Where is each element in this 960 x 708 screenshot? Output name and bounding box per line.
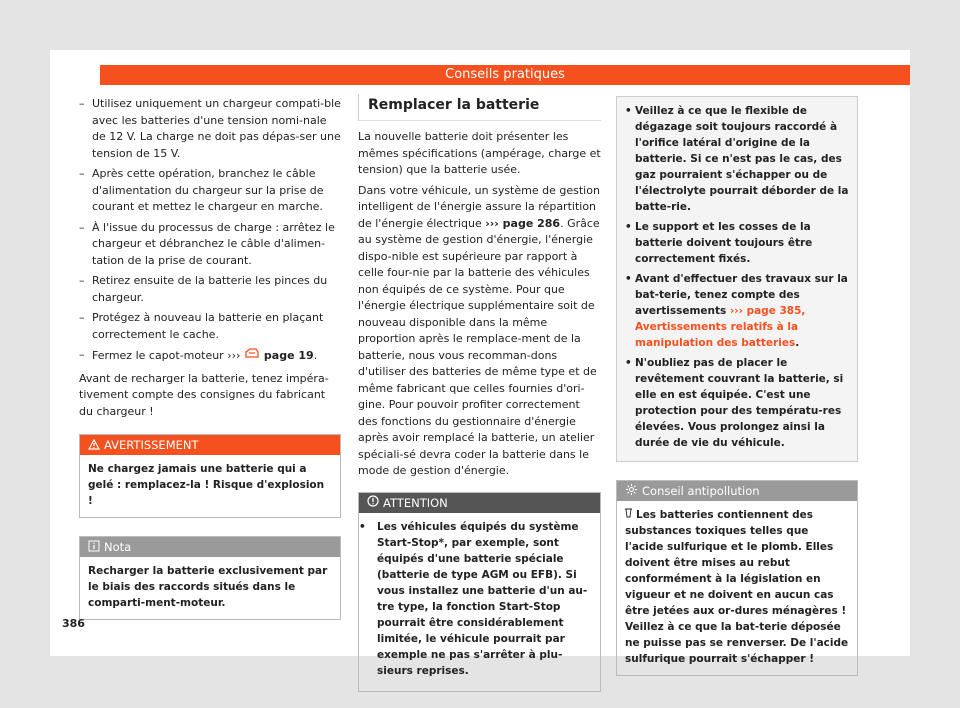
attention-header — [359, 493, 600, 513]
page-sheet — [50, 50, 910, 677]
nota-text: Recharger la batterie exclusivement par le biais des raccords situés dans le comparti-ment-moteur. — [88, 565, 328, 609]
step-item: – Protégez à nouveau la batterie en plaçant correctement le cache. — [79, 310, 341, 343]
eco-header — [617, 481, 857, 501]
eco-leaf-icon — [625, 482, 638, 502]
nota-box — [79, 536, 341, 620]
tip-item: • Veillez à ce que le flexible de dégazage soit toujours raccordé à l'orifice latéral d'origine de la batterie. Si ce n'est pas le cas, des gaz pourraient s'échapper ou de l'électrolyte pourrait déborder de la batte-rie. — [625, 103, 849, 215]
attention-title: ATTENTION — [383, 495, 448, 510]
nota-header — [80, 537, 340, 557]
column-2 — [358, 96, 601, 692]
info-icon — [88, 538, 100, 558]
page-ref-link[interactable]: page 19 — [263, 348, 314, 362]
warning-icon — [88, 436, 100, 456]
column-3 — [616, 96, 858, 676]
page-ref-link[interactable]: ››› page 286 — [485, 216, 561, 230]
step-text: Fermez le capot-moteur ››› — [92, 348, 241, 362]
section-title: Remplacer la batterie — [358, 94, 601, 121]
step-item: – Fermez le capot-moteur ››› page 19. — [79, 347, 341, 365]
eco-text: Les batteries contiennent des substances toxiques telles que l'acide sulfurique et le plomb. Elles doivent être mises au rebut conformément à la législation en vigueur et ne doivent en aucun cas être jetées aux or-dures ménagères ! Veillez à ce que la bat-terie déposée ne puisse pas se renverser. De l'acide sulfurique pourrait s'échapper ! — [625, 509, 849, 665]
tip-item: • Le support et les cosses de la batterie doivent toujours être correctement fixés. — [625, 219, 849, 267]
warning-title: AVERTISSEMENT — [104, 438, 199, 452]
attention-box — [358, 492, 601, 692]
hood-icon — [244, 347, 260, 365]
page-number: 386 — [62, 617, 85, 630]
recycle-icon — [625, 507, 632, 523]
page-ref-link[interactable]: ››› page 385, Avertissements relatifs à la manipulation des batteries — [635, 305, 806, 349]
warning-box — [79, 434, 341, 518]
step-item: – À l'issue du processus de charge : arrêtez le chargeur et débranchez le câble d'alimen-tation de la prise de courant. — [79, 220, 341, 270]
column-1 — [79, 96, 341, 620]
body-paragraph: La nouvelle batterie doit présenter les mêmes spécifications (ampérage, charge et tension) que la batterie usée. — [358, 130, 601, 176]
attention-text: • Les véhicules équipés du système Start-Stop*, par exemple, sont équipés d'une batterie spéciale (batterie de type AGM ou EFB). Si vous installez une batterie d'un au-tre type, la fonction Start-Stop pourrait être considérablement limitée, le véhicule pourrait par exemple ne pas s'arrêter à plu-sieurs reprises. — [359, 513, 600, 687]
eco-title: Conseil antipollution — [642, 484, 760, 498]
step-item: – Après cette opération, branchez le câble d'alimentation du chargeur sur la prise de courant et mettez le chargeur en marche. — [79, 166, 341, 216]
nota-title: Nota — [104, 540, 132, 554]
warning-header — [80, 435, 340, 455]
tip-item: • Avant d'effectuer des travaux sur la bat-terie, tenez compte des avertissements ››› page 385, Avertissements relatifs à la manipulation des batteries. — [625, 271, 849, 351]
attention-icon — [367, 493, 379, 513]
eco-box — [616, 480, 858, 676]
steps-list — [79, 96, 341, 365]
body-paragraph: Dans votre véhicule, un système de gestion intelligent de l'énergie assure la répartition de l'énergie électrique ››› page 286. Grâce au système de gestion d'énergie, l'énergie dispo-nible est supérieure par rapport à celle four-nie par la batterie des véhicules non équipés de ce système. Pour que l'énergie électrique supplémentaire soit de nouveau disponible dans la même proportion après le remplace-ment de la batterie, nous vous recomman-dons d'utiliser des batteries de même type et de même fabricant que celles fournies d'ori-gine. Pour pouvoir profiter correctement des fonctions du gestionnaire d'énergie après avoir remplacé la batterie, un atelier spéciali-sé devra coder la batterie dans le mode de gestion d'énergie. — [358, 183, 600, 477]
tips-box — [616, 96, 858, 462]
body-paragraph: Avant de recharger la batterie, tenez impéra-tivement compte des consignes du fabricant du chargeur ! — [79, 371, 329, 418]
tip-item: • N'oubliez pas de placer le revêtement couvrant la batterie, si elle en est équipée. C'est une protection pour des températu-res élevées. Vous prolongez ainsi la durée de vie du véhicule. — [625, 355, 849, 451]
step-item: – Retirez ensuite de la batterie les pinces du chargeur. — [79, 273, 341, 306]
warning-text: Ne chargez jamais une batterie qui a gelé : remplacez-la ! Risque d'explosion ! — [88, 463, 325, 507]
step-item: – Utilisez uniquement un chargeur compati-ble avec les batteries d'une tension nomi-nale de 12 V. La charge ne doit pas dépas-ser une tension de 15 V. — [79, 96, 341, 162]
page-header: Conseils pratiques — [100, 65, 910, 85]
